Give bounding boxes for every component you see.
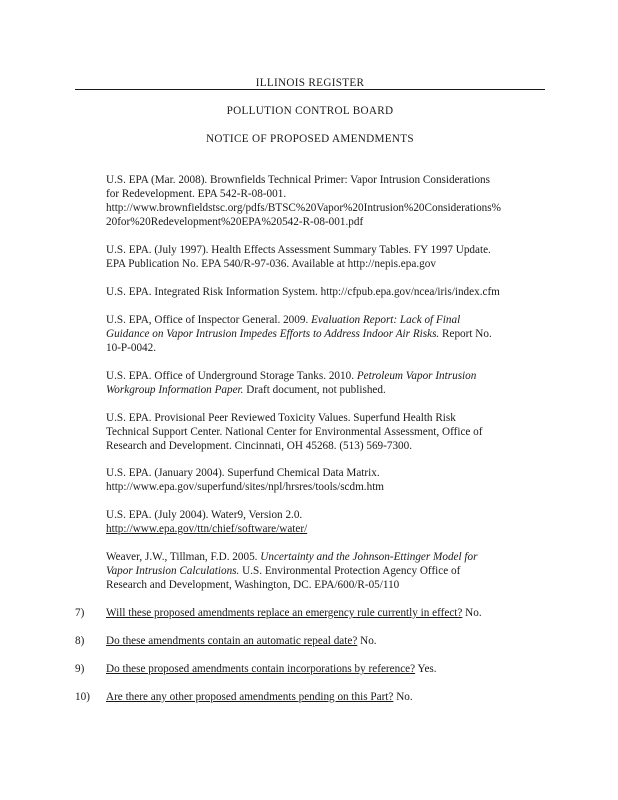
reference-title-italic: Uncertainty and the Johnson-Ettinger Model for [260, 551, 478, 563]
question-text: Are there any other proposed amendments pending on this Part? [106, 691, 394, 703]
reference-url: 20for%20Redevelopment%20EPA%20542-R-08-001.pdf [106, 216, 364, 228]
reference-text: Report No. [439, 328, 492, 340]
question-text: Do these proposed amendments contain incorporations by reference? [106, 663, 416, 675]
reference-text: U.S. EPA, Office of Inspector General. 2009. [106, 314, 312, 326]
header-rule [75, 89, 545, 90]
reference-line: U.S. EPA. (January 2004). Superfund Chemical Data Matrix. [106, 467, 380, 479]
question-answer: No. [462, 607, 482, 619]
reference-line: U.S. EPA (Mar. 2008). Brownfields Technical Primer: Vapor Intrusion Considerations [106, 174, 491, 186]
reference-weaver-tillman [106, 550, 546, 592]
question-answer: Yes. [415, 663, 437, 675]
reference-text: U.S. EPA. Office of Underground Storage Tanks. 2010. [106, 370, 357, 382]
reference-line: 10-P-0042. [106, 342, 157, 354]
reference-line: U.S. EPA. Integrated Risk Information System. http://cfpub.epa.gov/ncea/iris/index.cfm [106, 286, 500, 298]
question-text: Will these proposed amendments replace an emergency rule currently in effect? [106, 607, 463, 619]
reference-line: U.S. EPA. Provisional Peer Reviewed Toxicity Values. Superfund Health Risk [106, 412, 456, 424]
reference-line: EPA Publication No. EPA 540/R-97-036. Available at http://nepis.epa.gov [106, 258, 436, 270]
water9-link[interactable]: http://www.epa.gov/ttn/chief/software/water/ [106, 523, 308, 535]
question-number: 8) [75, 635, 85, 647]
reference-line: U.S. EPA. (July 1997). Health Effects Assessment Summary Tables. FY 1997 Update. [106, 244, 491, 256]
reference-text: Weaver, J.W., Tillman, F.D. 2005. [106, 551, 261, 563]
question-text: Do these amendments contain an automatic repeal date? [106, 635, 358, 647]
reference-inspector-general [106, 313, 546, 355]
question-answer: No. [393, 691, 413, 703]
reference-water9 [106, 508, 546, 536]
reference-line: U.S. EPA. (July 2004). Water9, Version 2.0. [106, 509, 303, 521]
reference-pprtv [106, 411, 546, 453]
question-number: 9) [75, 663, 85, 675]
reference-title-italic: Vapor Intrusion Calculations. [106, 565, 240, 577]
question-number: 10) [75, 691, 90, 703]
reference-url: http://www.epa.gov/superfund/sites/npl/hrsres/tools/scdm.htm [106, 481, 385, 493]
reference-title-italic: Petroleum Vapor Intrusion [356, 370, 477, 382]
reference-scdm [106, 466, 546, 494]
reference-title-italic: Workgroup Information Paper. [106, 384, 244, 396]
question-answer: No. [357, 635, 377, 647]
reference-url: http://www.brownfieldstsc.org/pdfs/BTSC%20Vapor%20Intrusion%20Considerations% [106, 202, 501, 214]
notice-title: NOTICE OF PROPOSED AMENDMENTS [206, 133, 414, 145]
reference-text: U.S. Environmental Protection Agency Office of [239, 565, 461, 577]
board-title: POLLUTION CONTROL BOARD [226, 105, 394, 117]
question-number: 7) [75, 607, 85, 619]
reference-underground-storage [106, 369, 546, 397]
reference-iris [106, 285, 546, 299]
reference-line: for Redevelopment. EPA 542-R-08-001. [106, 188, 287, 200]
reference-brownfields-primer [106, 173, 546, 229]
reference-line: Research and Development. Cincinnati, OH 45268. (513) 569-7300. [106, 440, 413, 452]
reference-line: Research and Development, Washington, DC. EPA/600/R-05/110 [106, 579, 400, 591]
reference-title-italic: Guidance on Vapor Intrusion Impedes Efforts to Address Indoor Air Risks. [106, 328, 440, 340]
reference-heast [106, 243, 546, 271]
reference-title-italic: Evaluation Report: Lack of Final [311, 314, 461, 326]
reference-text: Draft document, not published. [243, 384, 386, 396]
reference-line: Technical Support Center. National Center for Environmental Assessment, Office of [106, 426, 483, 438]
register-title: ILLINOIS REGISTER [255, 77, 365, 89]
